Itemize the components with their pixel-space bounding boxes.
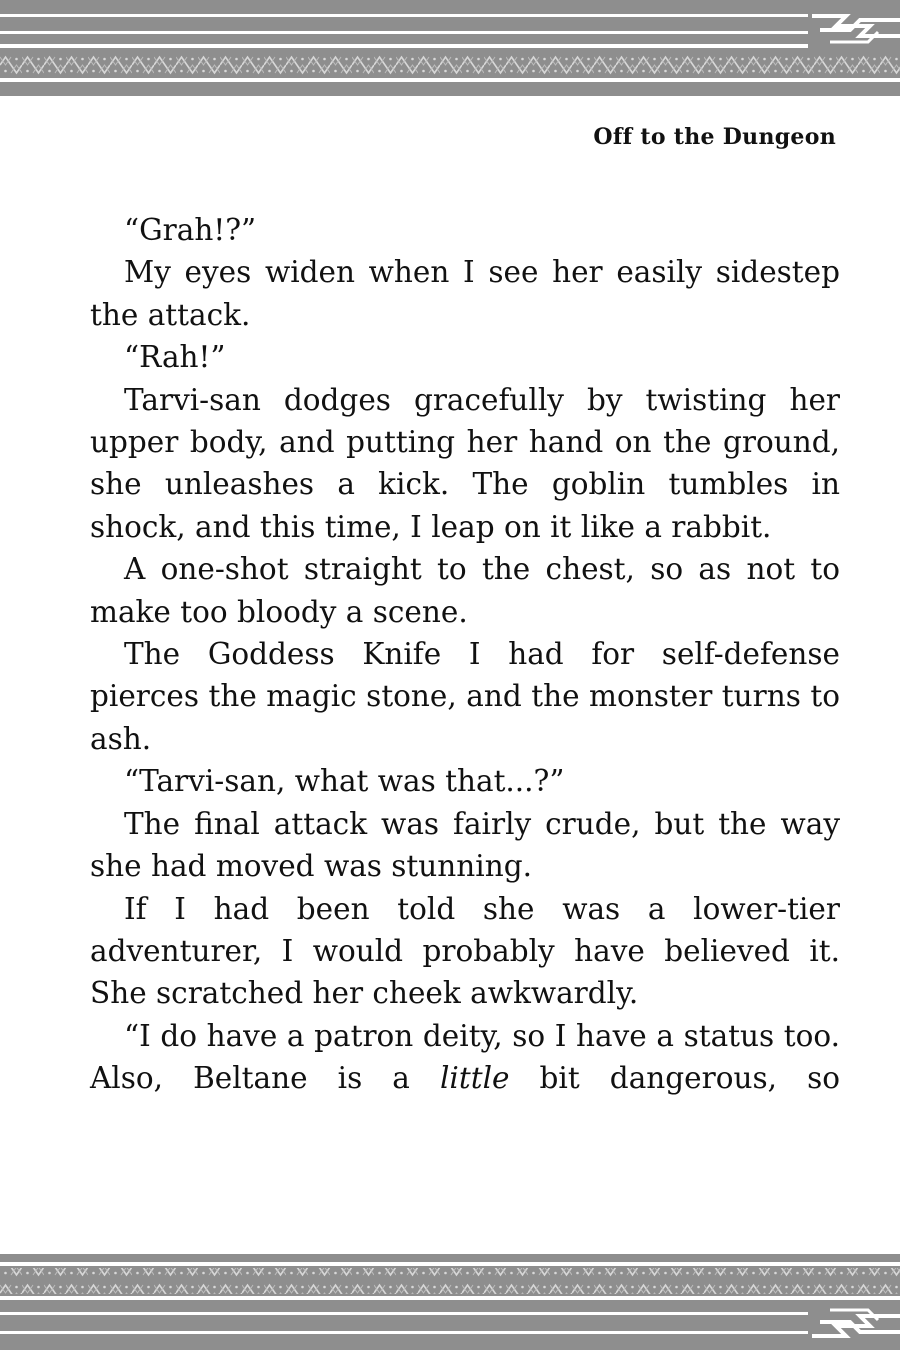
paragraph-continued [90, 1015, 840, 1100]
paragraph: If I had been told she was a lower-tier adventurer, I would probably have believed it. She scratched her cheek awkwardly. [90, 891, 840, 1011]
paragraph: The Goddess Knife I had for self-defense pierces the magic stone, and the monster turns to ash. [90, 637, 840, 756]
paragraph: My eyes widen when I see her easily sidestep the attack. [90, 255, 840, 332]
paragraph-text: “I do have a patron deity, so I have a status too. Also, Beltane is a [90, 1018, 840, 1096]
paragraph: “Grah!?” [124, 213, 257, 247]
italic-emphasis: little [439, 1061, 510, 1096]
bottom-decorative-border [0, 1254, 900, 1350]
paragraph: “Tarvi-san, what was that...?” [124, 764, 565, 799]
paragraph: A one-shot straight to the chest, so as not to make too bloody a scene. [90, 552, 840, 629]
running-header-title: Off to the Dungeon [593, 124, 836, 150]
paragraph: “Rah!” [124, 340, 226, 375]
top-decorative-border [0, 0, 900, 96]
paragraph: The final attack was fairly crude, but the way she had moved was stunning. [90, 806, 840, 884]
paragraph: Tarvi-san dodges gracefully by twisting her upper body, and putting her hand on the ground, she unleashes a kick. The goblin tumbles in shock, and this time, I leap on it like a rabbit. [90, 382, 840, 544]
interlocking-fret-ornament-icon [808, 1304, 900, 1344]
tribal-zigzag-border-icon [0, 1254, 900, 1350]
body-text [90, 209, 840, 1100]
paragraph-text: bit dangerous, so [509, 1061, 840, 1096]
interlocking-fret-ornament-icon [808, 8, 900, 48]
tribal-zigzag-border-icon [0, 0, 900, 96]
